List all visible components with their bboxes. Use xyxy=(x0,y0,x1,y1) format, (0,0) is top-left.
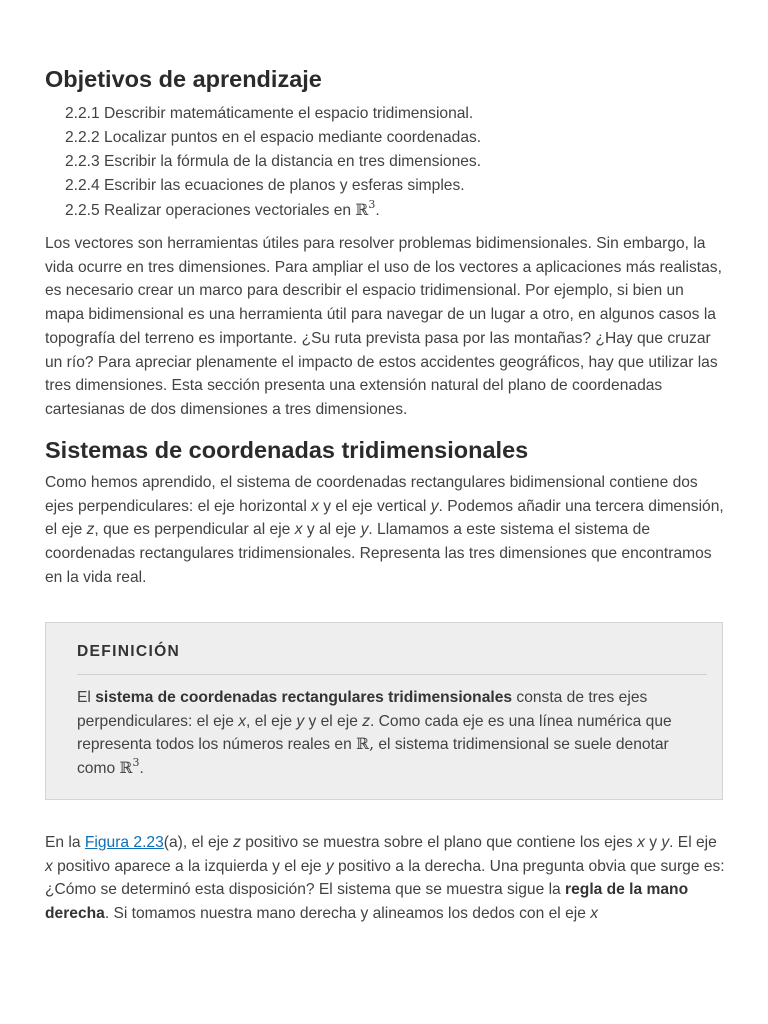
definition-box xyxy=(45,622,723,800)
objective-text: Realizar operaciones vectoriales en xyxy=(104,202,352,219)
objective-number: 2.2.3 xyxy=(65,153,100,170)
objective-number: 2.2.2 xyxy=(65,129,100,146)
objective-number: 2.2.1 xyxy=(65,105,100,122)
real-numbers-math: ℝ, xyxy=(356,735,375,754)
objectives-list xyxy=(65,102,745,222)
objective-item xyxy=(65,174,745,198)
objective-number: 2.2.4 xyxy=(65,177,100,194)
section-heading: Sistemas de coordenadas tridimensionales xyxy=(45,437,529,463)
definition-text: El sistema de coordenadas rectangulares tridimensionales consta de tres ejes perpendiculares: el eje x, el eje y y el eje z. Como cada eje es una línea numérica que representa todos los números reales en ℝ, el sistema tridimensional se suele denotar como ℝ$^3$. xyxy=(77,689,672,778)
objective-text: Describir matemáticamente el espacio tridimensional. xyxy=(104,105,474,122)
objective-text: Escribir las ecuaciones de planos y esferas simples. xyxy=(104,177,465,194)
figure-link[interactable]: Figura 2.23 xyxy=(84,834,164,851)
right-hand-rule-term: regla de la mano derecha xyxy=(45,881,689,923)
r3-math: ℝ$^3$ xyxy=(355,197,376,219)
definition-title: DEFINICIÓN xyxy=(77,643,181,660)
objective-item: 2.2.5 Realizar operaciones vectoriales en ℝ$^3$. xyxy=(65,197,380,219)
objective-item xyxy=(65,102,745,126)
objective-number: 2.2.5 xyxy=(65,202,100,219)
objectives-heading: Objetivos de aprendizaje xyxy=(45,66,322,92)
objective-text: Localizar puntos en el espacio mediante coordenadas. xyxy=(104,129,482,146)
definition-divider xyxy=(77,674,707,675)
objective-item xyxy=(65,150,745,174)
objective-text: Escribir la fórmula de la distancia en tres dimensiones. xyxy=(104,153,482,170)
objective-item xyxy=(65,126,745,150)
definition-term: sistema de coordenadas rectangulares tridimensionales xyxy=(95,689,513,706)
figure-paragraph: En la Figura 2.23(a), el eje z positivo se muestra sobre el plano que contiene los ejes x y y. El eje x positivo aparece a la izquierda y el eje y positivo a la derecha. Una pregunta obvia que surge es: ¿Cómo se determinó esta disposición? El sistema que se muestra sigue la regla de la mano derecha. Si tomamos nuestra mano derecha y alineamos los dedos con el eje x xyxy=(45,834,725,923)
r3-math: ℝ$^3$ xyxy=(119,755,140,778)
section-paragraph: Como hemos aprendido, el sistema de coordenadas rectangulares bidimensional contiene dos ejes perpendiculares: el eje horizontal x y el eje vertical y. Podemos añadir una tercera dimensión, el eje z, que es perpendicular al eje x y al eje y. Llamamos a este sistema el sistema de coordenadas rectangulares tridimensionales. Representa las tres dimensiones que encontramos en la vida real. xyxy=(45,474,724,586)
intro-paragraph: Los vectores son herramientas útiles para resolver problemas bidimensionales. Sin embargo, la vida ocurre en tres dimensiones. Para ampliar el uso de los vectores a aplicaciones más realistas, es necesario crear un marco para describir el espacio tridimensional. Por ejemplo, si bien un mapa bidimensional es una herramienta útil para navegar de un lugar a otro, en algunos casos la topografía del terreno es importante. ¿Su ruta prevista pasa por las montañas? ¿Hay que cruzar un río? Para apreciar plenamente el impacto de estos accidentes geográficos, hay que utilizar las tres dimensiones. Esta sección presenta una extensión natural del plano de coordenadas cartesianas de dos dimensiones a tres dimensiones. xyxy=(45,235,722,418)
